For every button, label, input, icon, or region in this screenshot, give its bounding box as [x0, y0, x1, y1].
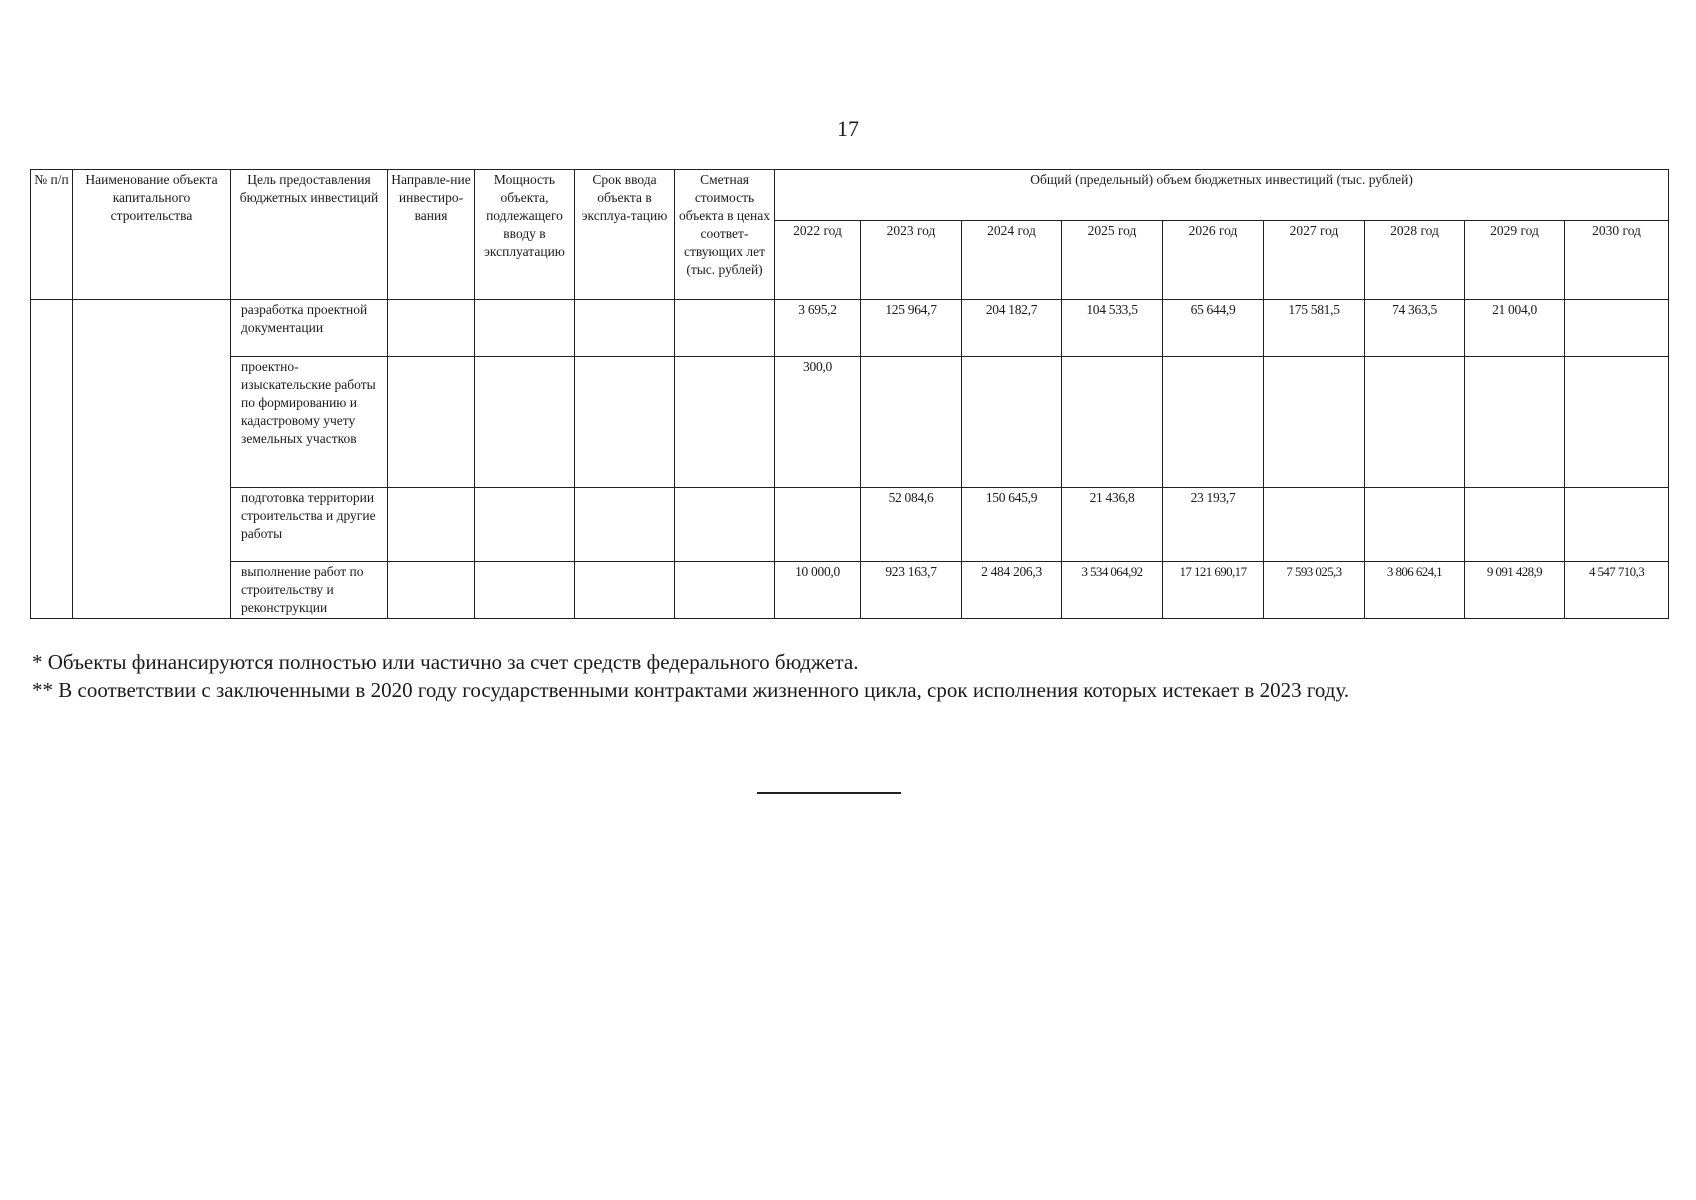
- cell-value-2029: [1465, 488, 1565, 562]
- cell-value-2024: [962, 357, 1062, 488]
- cell-object-name: [73, 300, 231, 619]
- cell-estimated-cost: [675, 300, 775, 357]
- page-number: 17: [837, 116, 859, 141]
- cell-value-2027: [1264, 488, 1365, 562]
- cell-estimated-cost: [675, 562, 775, 619]
- cell-value-2026: 65 644,9: [1163, 300, 1264, 357]
- budget-investment-table: [30, 169, 1669, 619]
- footnote-lifecycle-contracts: ** В соответствии с заключенными в 2020 году государственными контрактами жизненного цикла, срок исполнения которых истекает в 2023 году.: [32, 678, 1350, 702]
- cell-capacity: [475, 562, 575, 619]
- header-year-2024: 2024 год: [962, 221, 1062, 300]
- cell-value-2030: 4 547 710,3: [1565, 562, 1669, 619]
- header-year-2023: 2023 год: [861, 221, 962, 300]
- end-rule: [757, 792, 901, 794]
- cell-value-2029: 21 004,0: [1465, 300, 1565, 357]
- header-year-2030: 2030 год: [1565, 221, 1669, 300]
- cell-value-2023: 125 964,7: [861, 300, 962, 357]
- header-num: № п/п: [31, 170, 73, 300]
- header-capacity: Мощность объекта, подлежащего вводу в эксплуатацию: [475, 170, 575, 300]
- header-year-2028: 2028 год: [1365, 221, 1465, 300]
- header-year-2027: 2027 год: [1264, 221, 1365, 300]
- cell-capacity: [475, 357, 575, 488]
- cell-value-2022: 3 695,2: [775, 300, 861, 357]
- cell-direction: [388, 562, 475, 619]
- cell-value-2027: [1264, 357, 1365, 488]
- cell-value-2026: 17 121 690,17: [1163, 562, 1264, 619]
- footnotes: [32, 648, 1662, 704]
- cell-value-2030: [1565, 300, 1669, 357]
- cell-purpose: разработка проектной документации: [231, 300, 388, 357]
- cell-value-2025: 21 436,8: [1062, 488, 1163, 562]
- cell-value-2024: 2 484 206,3: [962, 562, 1062, 619]
- cell-commissioning: [575, 562, 675, 619]
- cell-value-2023: [861, 357, 962, 488]
- cell-value-2025: [1062, 357, 1163, 488]
- table-row: [31, 562, 1669, 619]
- cell-estimated-cost: [675, 357, 775, 488]
- cell-value-2025: 3 534 064,92: [1062, 562, 1163, 619]
- cell-value-2026: [1163, 357, 1264, 488]
- header-total-investment: Общий (предельный) объем бюджетных инвестиций (тыс. рублей): [775, 170, 1669, 221]
- cell-value-2023: 52 084,6: [861, 488, 962, 562]
- header-year-2026: 2026 год: [1163, 221, 1264, 300]
- cell-value-2028: 74 363,5: [1365, 300, 1465, 357]
- footnote-federal-budget: * Объекты финансируются полностью или частично за счет средств федерального бюджета.: [32, 650, 859, 674]
- cell-value-2022: 10 000,0: [775, 562, 861, 619]
- cell-direction: [388, 300, 475, 357]
- cell-purpose: подготовка территории строительства и другие работы: [231, 488, 388, 562]
- header-year-2029: 2029 год: [1465, 221, 1565, 300]
- header-estimated-cost: Сметная стоимость объекта в ценах соответ-ствующих лет (тыс. рублей): [675, 170, 775, 300]
- cell-purpose: проектно-изыскательские работы по формированию и кадастровому учету земельных участков: [231, 357, 388, 488]
- cell-value-2022: 300,0: [775, 357, 861, 488]
- table-row: [31, 488, 1669, 562]
- cell-num: [31, 300, 73, 619]
- cell-purpose: выполнение работ по строительству и реконструкции: [231, 562, 388, 619]
- table-row: [31, 300, 1669, 357]
- cell-capacity: [475, 300, 575, 357]
- cell-value-2029: [1465, 357, 1565, 488]
- header-purpose: Цель предоставления бюджетных инвестиций: [231, 170, 388, 300]
- cell-value-2022: [775, 488, 861, 562]
- cell-value-2028: [1365, 357, 1465, 488]
- header-object-name: Наименование объекта капитального строительства: [73, 170, 231, 300]
- cell-capacity: [475, 488, 575, 562]
- cell-value-2027: 7 593 025,3: [1264, 562, 1365, 619]
- cell-direction: [388, 488, 475, 562]
- cell-commissioning: [575, 488, 675, 562]
- cell-commissioning: [575, 300, 675, 357]
- cell-value-2025: 104 533,5: [1062, 300, 1163, 357]
- header-row-main: [31, 170, 1669, 221]
- cell-value-2027: 175 581,5: [1264, 300, 1365, 357]
- cell-value-2026: 23 193,7: [1163, 488, 1264, 562]
- cell-value-2028: [1365, 488, 1465, 562]
- cell-value-2029: 9 091 428,9: [1465, 562, 1565, 619]
- header-direction: Направле-ние инвестиро-вания: [388, 170, 475, 300]
- cell-commissioning: [575, 357, 675, 488]
- cell-value-2030: [1565, 488, 1669, 562]
- cell-value-2024: 204 182,7: [962, 300, 1062, 357]
- header-year-2022: 2022 год: [775, 221, 861, 300]
- header-commissioning: Срок ввода объекта в эксплуа-тацию: [575, 170, 675, 300]
- cell-direction: [388, 357, 475, 488]
- cell-value-2030: [1565, 357, 1669, 488]
- cell-value-2023: 923 163,7: [861, 562, 962, 619]
- header-year-2025: 2025 год: [1062, 221, 1163, 300]
- cell-estimated-cost: [675, 488, 775, 562]
- table-row: [31, 357, 1669, 488]
- cell-value-2028: 3 806 624,1: [1365, 562, 1465, 619]
- cell-value-2024: 150 645,9: [962, 488, 1062, 562]
